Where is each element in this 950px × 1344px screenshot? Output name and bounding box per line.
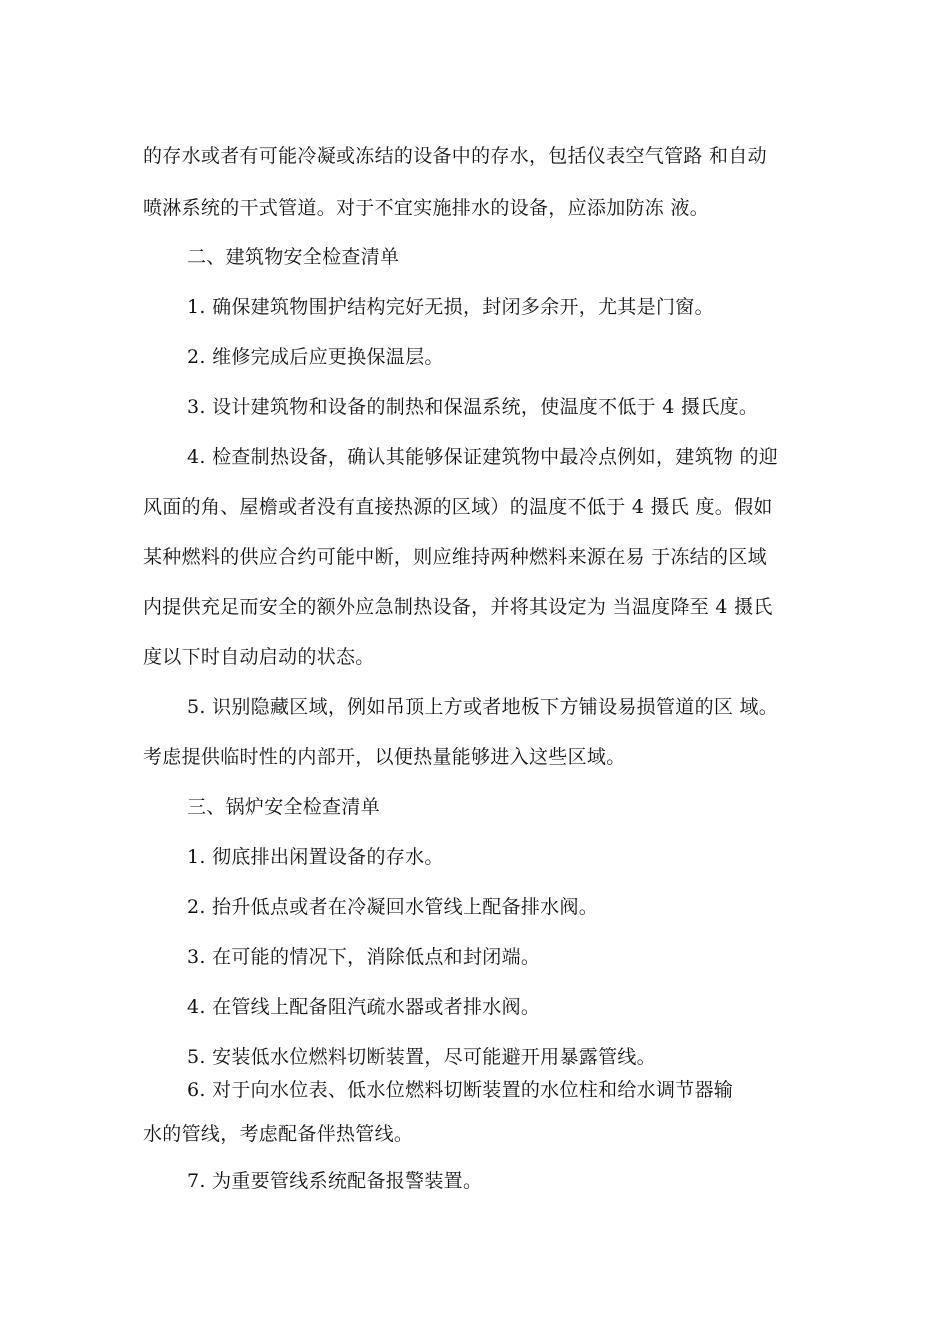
- list-item: 3. 设计建筑物和设备的制热和保温系统，使温度不低于 4 摄氏度。: [187, 396, 759, 418]
- text-line: 度以下时自动启动的状态。: [143, 646, 375, 668]
- list-item: 2. 抬升低点或者在冷凝回水管线上配备排水阀。: [187, 896, 599, 918]
- list-item: 4. 在管线上配备阻汽疏水器或者排水阀。: [187, 996, 541, 1018]
- list-item: 7. 为重要管线系统配备报警装置。: [187, 1170, 483, 1192]
- text-line: 考虑提供临时性的内部开，以便热量能够进入这些区域。: [143, 746, 626, 768]
- list-item: 3. 在可能的情况下，消除低点和封闭端。: [187, 946, 541, 968]
- list-item: 4. 检查制热设备，确认其能够保证建筑物中最冷点例如，建筑物 的迎: [187, 446, 779, 468]
- text-line: 水的管线，考虑配备伴热管线。: [143, 1123, 414, 1145]
- list-item: 1. 彻底排出闲置设备的存水。: [187, 846, 444, 868]
- list-item: 5. 识别隐藏区域，例如吊顶上方或者地板下方铺设易损管道的区 域。: [187, 696, 779, 718]
- text-line: 内提供充足而安全的额外应急制热设备，并将其设定为 当温度降至 4 摄氏: [143, 596, 773, 618]
- text-line: 的存水或者有可能冷凝或冻结的设备中的存水，包括仪表空气管路 和自动: [143, 145, 767, 167]
- list-item: 2. 维修完成后应更换保温层。: [187, 346, 444, 368]
- text-line: 风面的角、屋檐或者没有直接热源的区域）的温度不低于 4 摄氏 度。假如: [143, 496, 773, 518]
- text-line: 某种燃料的供应合约可能中断，则应维持两种燃料来源在易 于冻结的区域: [143, 546, 767, 568]
- list-item: 6. 对于向水位表、低水位燃料切断装置的水位柱和给水调节器输: [187, 1079, 734, 1101]
- list-item: 1. 确保建筑物围护结构完好无损，封闭多余开，尤其是门窗。: [187, 296, 714, 318]
- list-item: 5. 安装低水位燃料切断装置，尽可能避开用暴露管线。: [187, 1046, 656, 1068]
- section-heading: 三、锅炉安全检查清单: [187, 796, 381, 818]
- section-heading: 二、建筑物安全检查清单: [187, 246, 400, 268]
- text-line: 喷淋系统的干式管道。对于不宜实施排水的设备，应添加防冻 液。: [143, 197, 710, 219]
